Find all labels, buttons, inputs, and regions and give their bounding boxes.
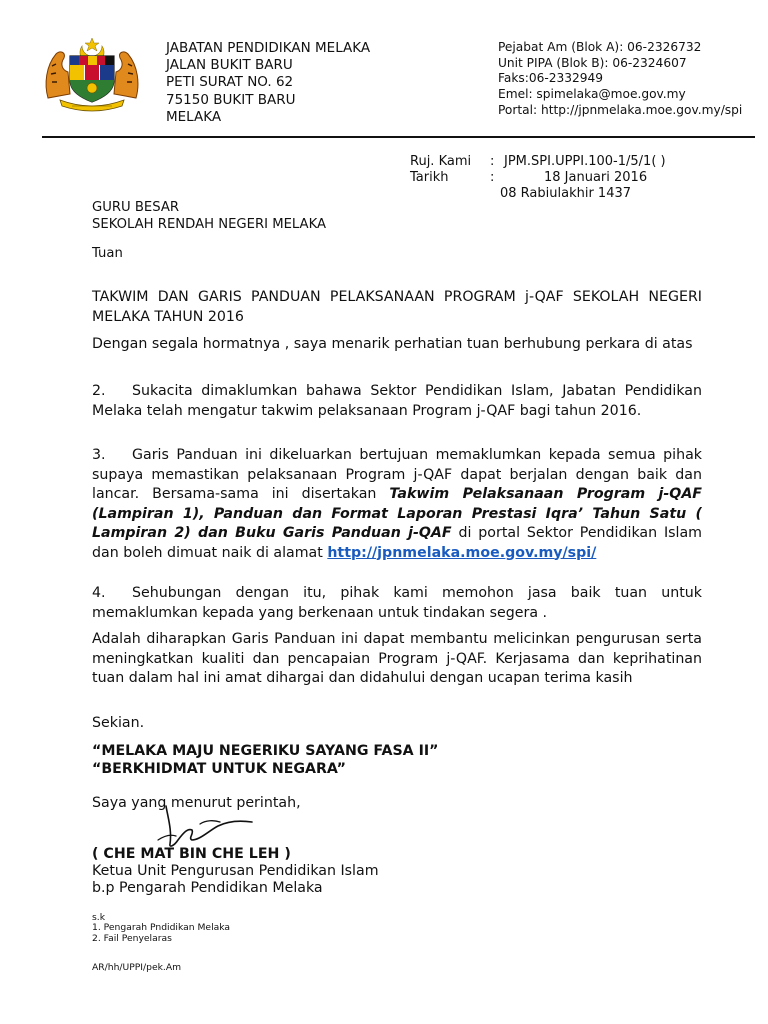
slogan-block	[92, 742, 438, 778]
cc-block	[92, 913, 230, 944]
paragraph-3	[92, 446, 702, 563]
paragraph-text: Sukacita dimaklumkan bahawa Sektor Pendidikan Islam, Jabatan Pendidikan Melaka telah mengatur takwim pelaksanaan Program j-QAF bagi tahun 2016.	[92, 383, 702, 419]
sign-off-lead: Saya yang menurut perintah,	[92, 795, 301, 811]
signatory-title: Ketua Unit Pengurusan Pendidikan Islam	[92, 863, 379, 879]
handwritten-signature	[148, 800, 258, 852]
reference-label: Ruj. Kami	[410, 154, 472, 169]
contact-portal[interactable]: Portal: http://jpnmelaka.moe.gov.my/spi	[498, 102, 743, 117]
paragraph-2	[92, 382, 702, 421]
org-line: JABATAN PENDIDIKAN MELAKA	[166, 40, 371, 56]
org-line: JALAN BUKIT BARU	[166, 57, 293, 74]
paragraph-5: Adalah diharapkan Garis Panduan ini dapat membantu melicinkan pengurusan serta meningkatkan kualiti dan pencapaian Program j-QAF. Kerjasama dan keprihatinan tuan dalam hal ini amat dihargai dan didahului dengan ucapan terima kasih	[92, 631, 702, 686]
paragraph-text: Garis Panduan ini dikeluarkan bertujuan memaklumkan kepada semua pihak supaya memastikan pelaksanaan Program j-QAF dapat berjalan dengan baik dan lancar. Bersama-sama ini disertakan	[92, 447, 702, 502]
header-divider	[42, 136, 755, 138]
paragraph-1: Dengan segala hormatnya , saya menarik perhatian tuan berhubung perkara di atas	[92, 336, 693, 352]
reference-block	[410, 154, 666, 202]
cc-label: s.k	[92, 912, 106, 923]
slogan-line: “MELAKA MAJU NEGERIKU SAYANG FASA II”	[92, 743, 439, 759]
paragraph-number: 3.	[92, 447, 106, 463]
signatory-name: ( CHE MAT BIN CHE LEH )	[92, 846, 291, 862]
hijri-date: 08 Rabiulakhir 1437	[500, 186, 632, 201]
salutation: Tuan	[92, 246, 123, 261]
sender-address	[166, 40, 370, 126]
paragraph-number: 4.	[92, 585, 106, 601]
paragraph-4	[92, 584, 702, 623]
recipient-block	[92, 200, 326, 233]
coat-of-arms-logo	[42, 36, 142, 112]
cc-item: 1. Pengarah Pndidikan Melaka	[92, 922, 231, 934]
reference-row	[410, 154, 666, 170]
reference-value: JPM.SPI.UPPI.100-1/5/1( )	[504, 154, 666, 169]
date-value: 18 Januari 2016	[544, 170, 648, 185]
paragraph-number: 2.	[92, 383, 106, 399]
signatory-block	[92, 846, 379, 897]
contact-phone-b: Unit PIPA (Blok B): 06-2324607	[498, 55, 687, 70]
contact-fax: Faks:06-2332949	[498, 71, 604, 86]
date-label: Tarikh	[410, 170, 449, 185]
org-line: PETI SURAT NO. 62	[166, 74, 294, 91]
cc-item: 2. Fail Penyelaras	[92, 932, 172, 944]
attachment-list: Takwim Pelaksanaan Program j-QAF (Lampiran 1), Panduan dan Format Laporan Prestasi Iqra’ Tahun Satu ( Lampiran 2) dan Buku Garis Panduan j-QAF	[92, 486, 702, 541]
paragraph-text-cont: di portal Sektor Pendidikan Islam dan boleh dimuat naik di alamat	[92, 525, 702, 561]
recipient-title: GURU BESAR	[92, 200, 180, 215]
colon: :	[490, 154, 495, 169]
org-line: MELAKA	[166, 108, 222, 125]
slogan-line: “BERKHIDMAT UNTUK NEGARA”	[92, 761, 346, 777]
paragraph-text: Sehubungan dengan itu, pihak kami memohon jasa baik tuan untuk memaklumkan kepada yang berkenaan untuk tindakan segera .	[92, 585, 702, 621]
org-line: 75150 BUKIT BARU	[166, 91, 296, 108]
recipient-school: SEKOLAH RENDAH NEGERI MELAKA	[92, 216, 327, 232]
date-row	[410, 170, 666, 186]
contact-block	[498, 40, 742, 119]
colon: :	[490, 170, 495, 185]
closing-text: Sekian.	[92, 715, 145, 731]
contact-phone-a: Pejabat Am (Blok A): 06-2326732	[498, 40, 702, 54]
letter-subject: TAKWIM DAN GARIS PANDUAN PELAKSANAAN PROGRAM j-QAF SEKOLAH NEGERI MELAKA TAHUN 2016	[92, 289, 702, 325]
contact-email[interactable]: Emel: spimelaka@moe.gov.my	[498, 87, 686, 102]
signatory-role: b.p Pengarah Pendidikan Melaka	[92, 880, 323, 896]
portal-link[interactable]: http://jpnmelaka.moe.gov.my/spi/	[327, 544, 597, 561]
file-reference: AR/hh/UPPI/pek.Am	[92, 962, 182, 973]
